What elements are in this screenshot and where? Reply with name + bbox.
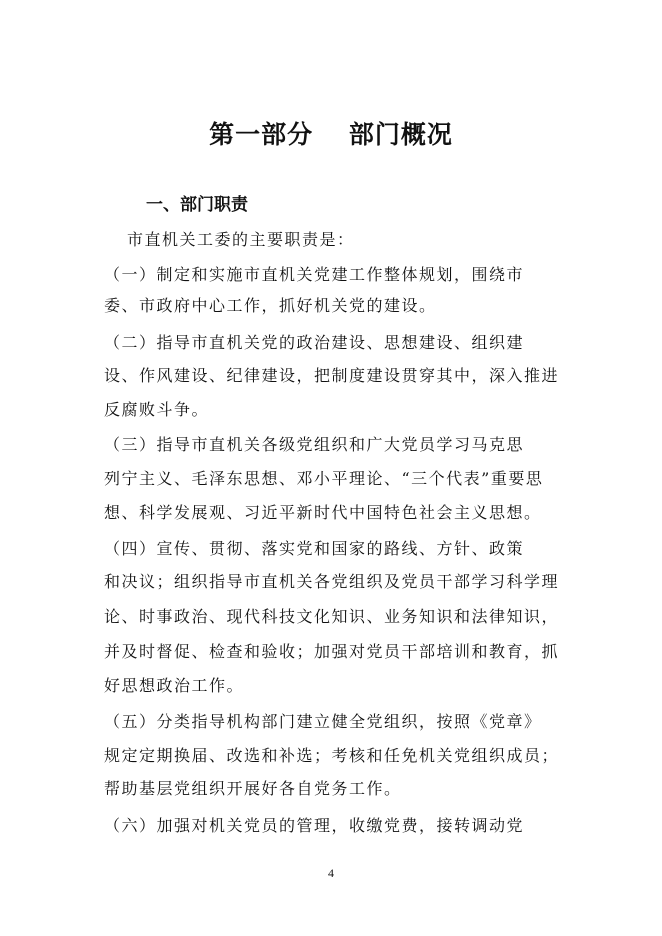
- page-title: 第一部分 部门概况: [209, 120, 453, 149]
- paragraph-1-line-2: 委、市政府中心工作，抓好机关党的建设。: [104, 296, 437, 315]
- intro-line: 市直机关工委的主要职责是：: [127, 230, 355, 249]
- paragraph-2-line-1: （二）指导市直机关党的政治建设、思想建设、组织建: [104, 333, 525, 352]
- paragraph-3-line-1: （三）指导市直机关各级党组织和广大党员学习马克思: [104, 435, 525, 454]
- section-heading: 一、部门职责: [146, 195, 248, 215]
- paragraph-4-line-2: 和决议；组织指导市直机关各党组织及党员干部学习科学理: [104, 572, 560, 591]
- page-number: 4: [328, 866, 334, 880]
- paragraph-4-line-1: （四）宣传、贯彻、落实党和国家的路线、方针、政策: [104, 539, 525, 558]
- paragraph-3-line-3: 想、科学发展观、习近平新时代中国特色社会主义思想。: [104, 503, 542, 522]
- paragraph-4-line-3: 论、时事政治、现代科技文化知识、业务知识和法律知识，: [104, 607, 560, 626]
- paragraph-5-line-2: 规定定期换届、改选和补选；考核和任免机关党组织成员；: [104, 746, 560, 765]
- paragraph-5-line-3: 帮助基层党组织开展好各自党务工作。: [104, 779, 402, 798]
- paragraph-1-line-1: （一）制定和实施市直机关党建工作整体规划，围绕市: [104, 265, 525, 284]
- paragraph-5-line-1: （五）分类指导机构部门建立健全党组织，按照《党章》: [104, 712, 542, 731]
- paragraph-6-line-1: （六）加强对机关党员的管理，收缴党费，接转调动党: [104, 816, 525, 835]
- paragraph-4-line-4: 并及时督促、检查和验收；加强对党员干部培训和教育，抓: [104, 642, 560, 661]
- paragraph-2-line-3: 反腐败斗争。: [104, 400, 210, 419]
- paragraph-2-line-2: 设、作风建设、纪律建设，把制度建设贯穿其中，深入推进: [104, 366, 560, 385]
- paragraph-3-line-2: 列宁主义、毛泽东思想、邓小平理论、“三个代表”重要思: [104, 469, 544, 488]
- paragraph-4-line-5: 好思想政治工作。: [104, 676, 245, 695]
